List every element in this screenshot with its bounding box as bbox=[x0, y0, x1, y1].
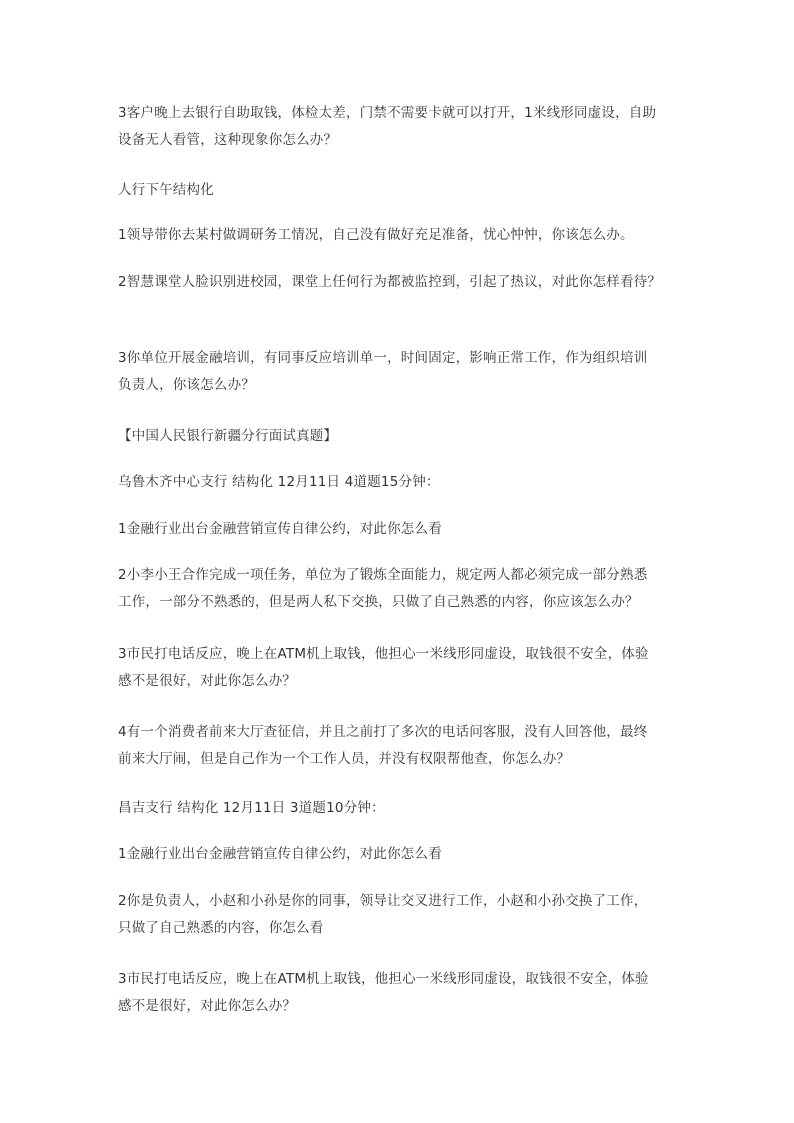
section-heading-afternoon-structured bbox=[118, 177, 683, 204]
paragraph-financial-training-question bbox=[118, 345, 683, 399]
paragraph-cross-work-question bbox=[118, 888, 683, 942]
text-line: 2智慧课堂人脸识别进校园，课堂上任何行为都被监控到，引起了热议，对此你怎样看待？ bbox=[118, 274, 662, 290]
text-line: 乌鲁木齐中心支行 结构化 12月11日 4道题15分钟： bbox=[118, 474, 440, 490]
paragraph-atm-complaint-question bbox=[118, 641, 683, 695]
subheading-urumqi-branch bbox=[118, 469, 683, 496]
paragraph-marketing-convention-question-2 bbox=[118, 841, 683, 868]
paragraph-village-survey-question bbox=[118, 222, 683, 249]
text-line: 设备无人看管，这种现象你怎么办？ bbox=[118, 132, 338, 148]
text-line: 2小李小王合作完成一项任务，单位为了锻炼全面能力，规定两人都必须完成一部分熟悉 bbox=[118, 567, 648, 583]
text-line: 昌吉支行 结构化 12月11日 3道题10分钟： bbox=[118, 800, 385, 816]
text-line: 3市民打电话反应，晚上在ATM机上取钱，他担心一米线形同虚设，取钱很不安全，体验 bbox=[118, 646, 649, 662]
paragraph-atm-complaint-question-2 bbox=[118, 966, 683, 1020]
paragraph-marketing-convention-question bbox=[118, 516, 683, 543]
section-heading-xinjiang-branch bbox=[118, 423, 683, 450]
text-line: 3客户晚上去银行自助取钱，体检太差，门禁不需要卡就可以打开，1米线形同虚设，自助 bbox=[118, 105, 657, 121]
text-line: 【中国人民银行新疆分行面试真题】 bbox=[118, 428, 338, 444]
paragraph-credit-inquiry-question bbox=[118, 719, 683, 773]
paragraph-atm-self-service-question bbox=[118, 100, 683, 154]
text-line: 4有一个消费者前来大厅查征信，并且之前打了多次的电话问客服，没有人回答他，最终 bbox=[118, 724, 648, 740]
text-line: 只做了自己熟悉的内容，你怎么看 bbox=[118, 920, 324, 936]
text-line: 前来大厅闹，但是自己作为一个工作人员，并没有权限帮他查，你怎么办？ bbox=[118, 751, 571, 767]
text-line: 负责人，你该怎么办？ bbox=[118, 377, 255, 393]
text-line: 3市民打电话反应，晚上在ATM机上取钱，他担心一米线形同虚设，取钱很不安全，体验 bbox=[118, 971, 649, 987]
text-line: 感不是很好，对此你怎么办？ bbox=[118, 998, 297, 1014]
subheading-changji-branch bbox=[118, 795, 683, 822]
paragraph-face-recognition-question bbox=[118, 269, 683, 296]
text-line: 感不是很好，对此你怎么办？ bbox=[118, 673, 297, 689]
paragraph-task-swap-question bbox=[118, 562, 683, 616]
text-line: 工作，一部分不熟悉的，但是两人私下交换，只做了自己熟悉的内容，你应该怎么办？ bbox=[118, 594, 639, 610]
text-line: 1金融行业出台金融营销宣传自律公约，对此你怎么看 bbox=[118, 846, 442, 862]
text-line: 人行下午结构化 bbox=[118, 182, 214, 198]
text-line: 1领导带你去某村做调研务工情况，自己没有做好充足准备，忧心忡忡，你该怎么办。 bbox=[118, 227, 634, 243]
text-line: 2你是负责人，小赵和小孙是你的同事，领导让交叉进行工作，小赵和小孙交换了工作， bbox=[118, 893, 648, 909]
text-line: 3你单位开展金融培训，有同事反应培训单一，时间固定，影响正常工作，作为组织培训 bbox=[118, 350, 648, 366]
text-line: 1金融行业出台金融营销宣传自律公约，对此你怎么看 bbox=[118, 521, 442, 537]
